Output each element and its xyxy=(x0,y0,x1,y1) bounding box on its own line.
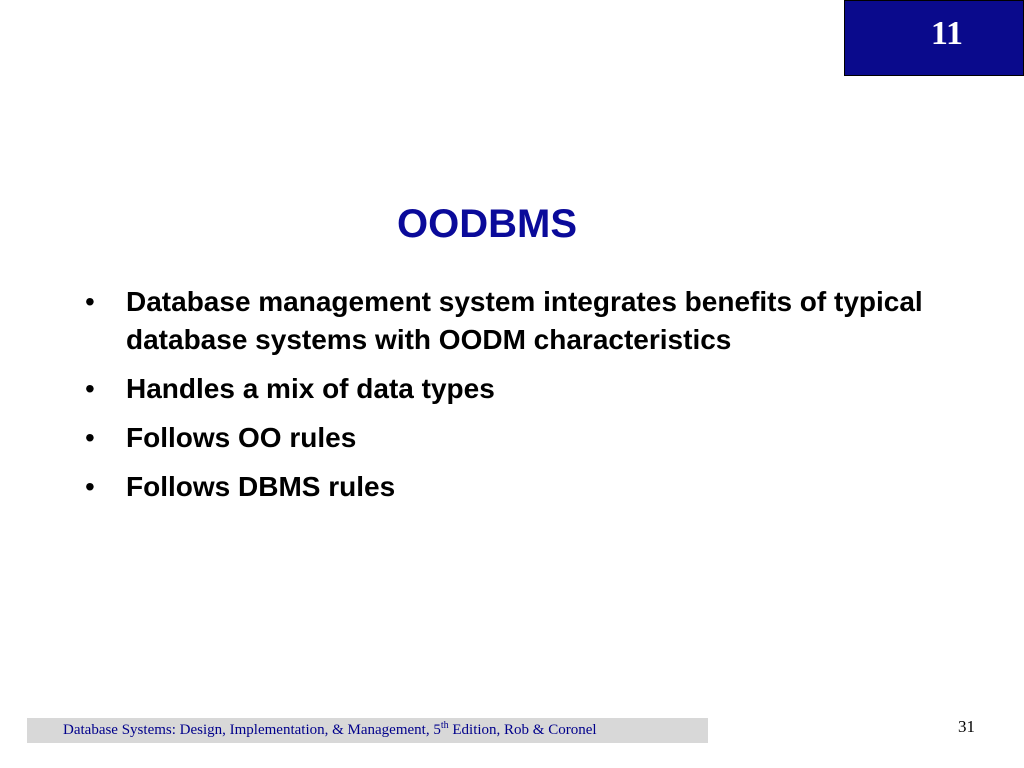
bullet-icon: • xyxy=(85,373,95,404)
chapter-badge xyxy=(844,0,1024,76)
bullet-item xyxy=(85,283,945,359)
footer-text-end: Edition, Rob & Coronel xyxy=(448,722,597,738)
bullet-item xyxy=(85,468,945,506)
footer-bar xyxy=(27,718,708,743)
page-number: 31 xyxy=(958,717,975,736)
bullet-icon: • xyxy=(85,422,95,453)
bullet-text: Follows DBMS rules xyxy=(126,471,396,502)
bullet-icon: • xyxy=(85,286,95,317)
bullet-text: Handles a mix of data types xyxy=(126,373,495,404)
bullet-text: Follows OO rules xyxy=(126,422,357,453)
footer-text-start: Database Systems: Design, Implementation, & Management, 5 xyxy=(63,722,441,738)
bullet-icon: • xyxy=(85,471,95,502)
bullet-item xyxy=(85,419,945,457)
bullet-text: Database management system integrates benefits of typical database systems with OODM characteristics xyxy=(126,286,923,355)
bullet-list xyxy=(85,283,945,517)
footer-superscript: th xyxy=(440,720,449,731)
footer-citation xyxy=(63,722,597,739)
slide-title: OODBMS xyxy=(397,202,577,246)
bullet-item xyxy=(85,370,945,408)
chapter-number: 11 xyxy=(930,15,963,52)
